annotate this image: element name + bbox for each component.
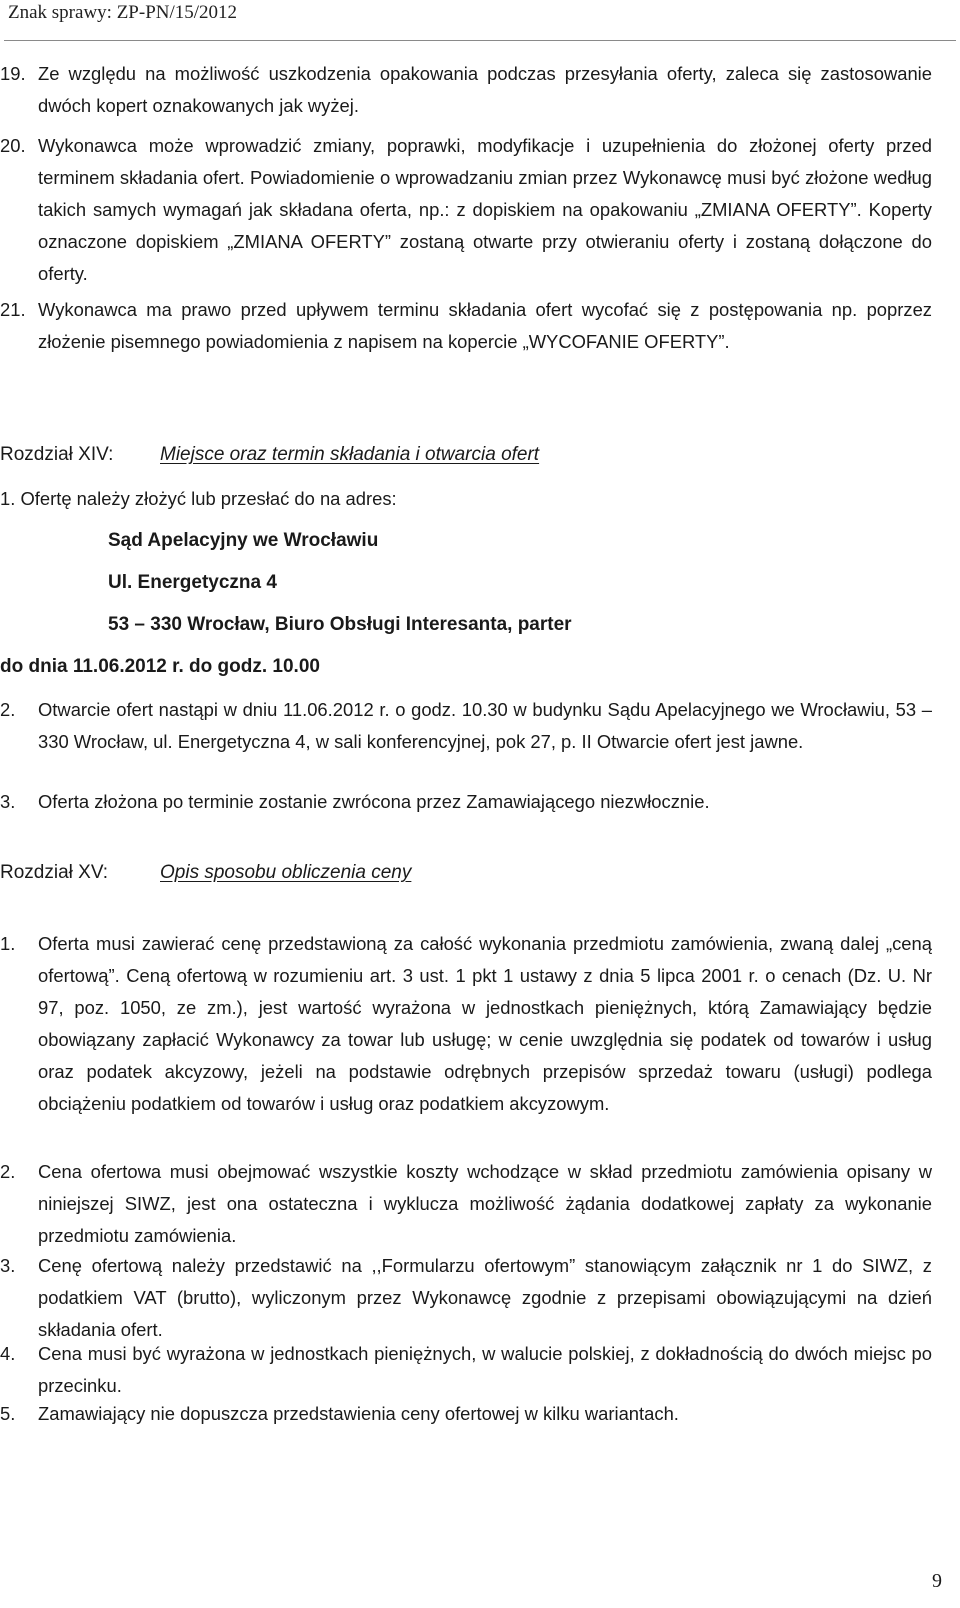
address-line: Ul. Energetyczna 4 xyxy=(108,572,277,593)
item-number: 2. xyxy=(0,1161,16,1182)
item-number: 5. xyxy=(0,1403,16,1424)
item-number: 2. xyxy=(0,699,16,720)
deadline-line: do dnia 11.06.2012 r. do godz. 10.00 xyxy=(0,656,320,677)
list-item xyxy=(0,130,932,290)
list-item xyxy=(0,786,932,818)
list-item xyxy=(0,694,932,758)
item-number: 1. xyxy=(0,933,16,954)
list-item xyxy=(0,294,932,358)
item-number: 4. xyxy=(0,1343,16,1364)
list-item xyxy=(0,1398,932,1430)
item-text: Cena ofertowa musi obejmować wszystkie koszty wchodzące w skład przedmiotu zamówienia opisany w niniejszej SIWZ, jest ona ostateczna i wyklucza możliwość żądania dodatkowej zapłaty za wykonanie przedmiotu zamówienia. xyxy=(38,1161,932,1246)
item-number: 20. xyxy=(0,135,26,156)
item-text: Oferta złożona po terminie zostanie zwrócona przez Zamawiającego niezwłocznie. xyxy=(38,791,710,812)
list-item xyxy=(0,1156,932,1252)
section-heading xyxy=(0,858,411,888)
list-item xyxy=(0,58,932,122)
item-text: Cenę ofertową należy przedstawić na ,,Formularzu ofertowym” stanowiącym załącznik nr 1 do SIWZ, z podatkiem VAT (brutto), wyliczonym przez Wykonawcę zgodnie z przepisami obowiązującymi na dzień składania ofert. xyxy=(38,1255,932,1340)
section-title: Opis sposobu obliczenia ceny xyxy=(160,862,412,883)
address-line: Sąd Apelacyjny we Wrocławiu xyxy=(108,530,379,551)
list-item xyxy=(0,1338,932,1402)
page-number: 9 xyxy=(932,1570,942,1592)
section-label: Rozdział XIV: xyxy=(0,444,114,465)
item-text: Oferta musi zawierać cenę przedstawioną za całość wykonania przedmiotu zamówienia, zwaną dalej „ceną ofertową”. Ceną ofertową w rozumieniu art. 3 ust. 1 pkt 1 ustawy z dnia 5 lipca 2001 r. o cenach (Dz. U. Nr 97, poz. 1050, ze zm.), jest wartość wyrażona w jednostkach pieniężnych, którą Zamawiający będzie obowiązany zapłacić Wykonawcy za towar lub usługę; w cenie uwzględnia się podatek od towarów i usług oraz podatek akcyzowy, jeżeli na podstawie odrębnych przepisów sprzedaż towaru (usługi) podlega obciążeniu podatkiem od towarów i usług oraz podatkiem akcyzowym. xyxy=(38,933,932,1114)
item-text: Cena musi być wyrażona w jednostkach pieniężnych, w walucie polskiej, z dokładnością do dwóch miejsc po przecinku. xyxy=(38,1343,932,1396)
list-item xyxy=(0,928,932,1120)
item-text: Wykonawca ma prawo przed upływem terminu składania ofert wycofać się z postępowania np. poprzez złożenie pisemnego powiadomienia z napisem na kopercie „WYCOFANIE OFERTY”. xyxy=(38,299,932,352)
item-text: Ze względu na możliwość uszkodzenia opakowania podczas przesyłania oferty, zaleca się zastosowanie dwóch kopert oznakowanych jak wyżej. xyxy=(38,63,932,116)
section-label: Rozdział XV: xyxy=(0,862,109,883)
item-text: Wykonawca może wprowadzić zmiany, poprawki, modyfikacje i uzupełnienia do złożonej oferty przed terminem składania ofert. Powiadomienie o wprowadzaniu zmian przez Wykonawcę musi być złożone według takich samych wymagań jak składana oferta, np.: z dopiskiem na opakowaniu „ZMIANA OFERTY”. Koperty oznaczone dopiskiem „ZMIANA OFERTY” zostaną otwarte przy otwieraniu oferty i zostaną dołączone do oferty. xyxy=(38,135,932,284)
address-line: 53 – 330 Wrocław, Biuro Obsługi Interesanta, parter xyxy=(108,614,572,635)
section-title: Miejsce oraz termin składania i otwarcia ofert xyxy=(160,444,540,465)
item-number: 21. xyxy=(0,299,26,320)
item-text: Zamawiający nie dopuszcza przedstawienia ceny ofertowej w kilku wariantach. xyxy=(38,1403,679,1424)
case-number-header: Znak sprawy: ZP-PN/15/2012 xyxy=(8,2,238,23)
item-number: 3. xyxy=(0,791,16,812)
item-number: 3. xyxy=(0,1255,16,1276)
list-item xyxy=(0,1250,932,1346)
section-intro: 1. Ofertę należy złożyć lub przesłać do na adres: xyxy=(0,488,397,509)
section-heading xyxy=(0,440,539,470)
header-divider xyxy=(4,40,956,41)
item-number: 19. xyxy=(0,63,26,84)
item-text: Otwarcie ofert nastąpi w dniu 11.06.2012 r. o godz. 10.30 w budynku Sądu Apelacyjnego we Wrocławiu, 53 – 330 Wrocław, ul. Energetyczna 4, w sali konferencyjnej, pok 27, p. II Otwarcie ofert jest jawne. xyxy=(38,699,932,752)
